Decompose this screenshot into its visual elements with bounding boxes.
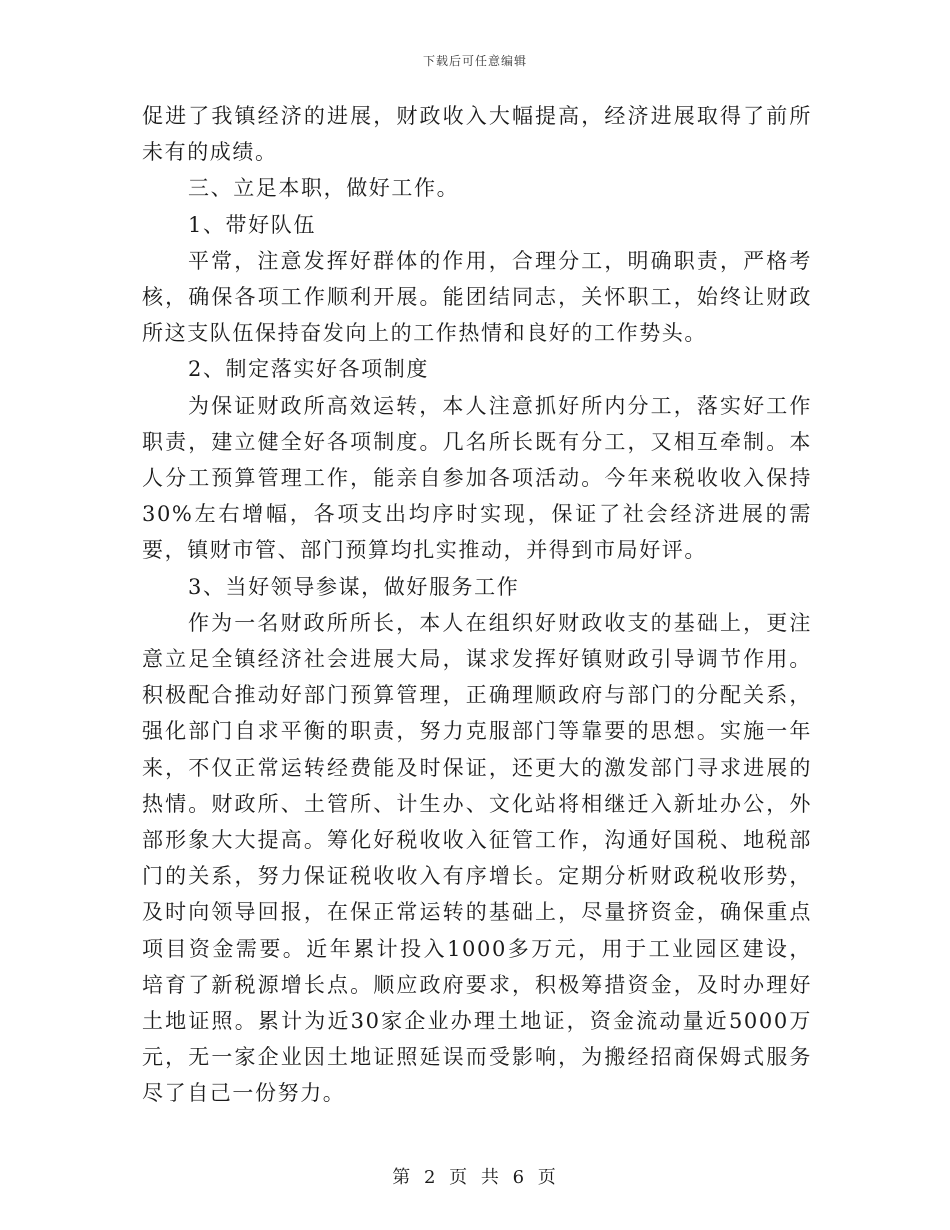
paragraph: 平常，注意发挥好群体的作用，合理分工，明确职责，严格考核，确保各项工作顺利开展。能团结同志，关怀职工，始终让财政所这支队伍保持奋发向上的工作热情和良好的工作势头。	[142, 248, 812, 346]
subsection-heading: 2、制定落实好各项制度	[188, 357, 429, 382]
paragraph: 作为一名财政所所长，本人在组织好财政收支的基础上，更注意立足全镇经济社会进展大局，谋求发挥好镇财政引导调节作用。积极配合推动好部门预算管理，正确理顺政府与部门的分配关系，强化部门自求平衡的职责，努力克服部门等靠要的思想。实施一年来，不仅正常运转经费能及时保证，还更大的激发部门寻求进展的热情。财政所、土管所、计生办、文化站将相继迁入新址办公，外部形象大大提高。筹化好税收收入征管工作，沟通好国税、地税部门的关系，努力保证税收收入有序增长。定期分析财政税收形势，及时向领导回报，在保正常运转的基础上，尽量挤资金，确保重点项目资金需要。近年累计投入1000多万元，用于工业园区建设，培育了新税源增长点。顺应政府要求，积极筹措资金，及时办理好土地证照。累计为近30家企业办理土地证，资金流动量近5000万元，无一家企业因土地证照延误而受影响，为搬经招商保姆式服务尽了自己一份努力。	[142, 610, 812, 1106]
page-header: 下载后可任意编辑	[422, 54, 527, 68]
subsection-heading: 1、带好队伍	[188, 212, 316, 237]
paragraph: 促进了我镇经济的进展，财政收入大幅提高，经济进展取得了前所未有的成绩。	[142, 104, 812, 165]
section-heading: 三、立足本职，做好工作。	[188, 176, 460, 201]
page-number: 第 2 页 共 6 页	[392, 1167, 558, 1188]
paragraph: 为保证财政所高效运转，本人注意抓好所内分工，落实好工作职责，建立健全好各项制度。几名所长既有分工，又相互牵制。本人分工预算管理工作，能亲自参加各项活动。今年来税收收入保持30%左右增幅，各项支出均序时实现，保证了社会经济进展的需要，镇财市管、部门预算均扎实推动，并得到市局好评。	[142, 393, 812, 563]
subsection-heading: 3、当好领导参谋，做好服务工作	[188, 574, 520, 599]
document-body	[142, 98, 812, 1112]
